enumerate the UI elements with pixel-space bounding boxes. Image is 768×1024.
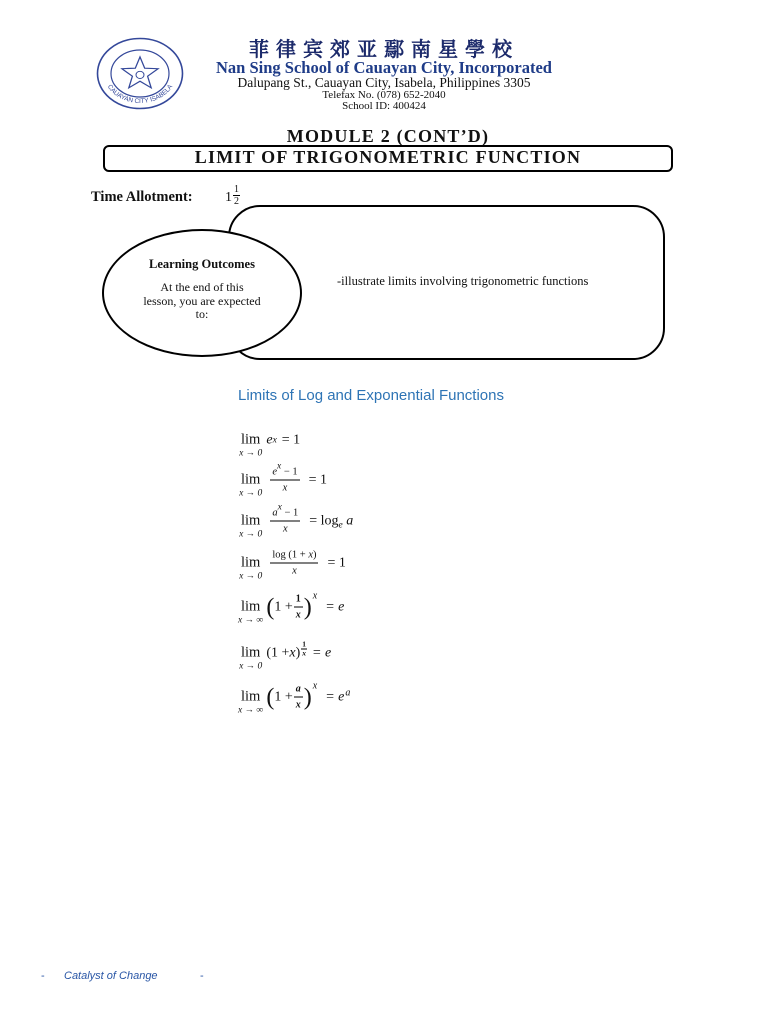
formula-power-limit <box>239 639 332 672</box>
limit-approach: x → 0 <box>239 529 263 540</box>
result: = e <box>325 599 345 614</box>
formula-exp-minus-one-limit <box>239 461 328 499</box>
limit-operator <box>239 431 263 459</box>
expression <box>266 680 318 711</box>
base-close: ) <box>295 645 301 660</box>
lim-label: lim <box>241 688 261 705</box>
learning-outcomes-heading: Learning Outcomes <box>149 257 255 271</box>
numerator: 1 <box>294 594 303 608</box>
module-title: LIMIT OF TRIGONOMETRIC FUNCTION <box>194 147 582 167</box>
limit-operator <box>239 554 263 582</box>
lim-label: lim <box>241 512 261 529</box>
fraction-denominator: 2 <box>234 196 239 207</box>
denominator: x <box>282 523 288 535</box>
exponent-fraction <box>301 640 307 657</box>
expression <box>266 639 307 660</box>
result: = 1 <box>281 432 301 447</box>
right-paren: ) <box>303 594 312 620</box>
fraction <box>294 684 303 711</box>
left-paren: ( <box>266 684 275 710</box>
fraction <box>294 594 303 621</box>
result-base: = e <box>325 689 345 704</box>
fraction <box>270 461 299 494</box>
one-plus: 1 + <box>274 689 293 704</box>
result: = e <box>312 645 332 660</box>
formula-general-exp-limit <box>239 502 354 540</box>
footer-right-dash: - <box>200 970 204 982</box>
numerator-close: ) <box>312 549 317 561</box>
result-exponent: a <box>345 687 351 698</box>
numerator <box>270 550 318 564</box>
limit-operator <box>239 512 263 540</box>
lim-label: lim <box>241 471 261 488</box>
footer-motto: Catalyst of Change <box>64 970 158 982</box>
time-allotment-whole: 1 <box>225 190 232 205</box>
result-log: = log <box>309 513 339 528</box>
school-name: Nan Sing School of Cauayan City, Incorporated <box>215 58 552 77</box>
result <box>309 514 353 528</box>
fraction <box>270 502 300 535</box>
fraction-numerator: 1 <box>234 184 239 195</box>
intro-line: At the end of this <box>160 280 244 294</box>
base: e <box>266 432 273 447</box>
numerator-open: log (1 + <box>272 549 309 561</box>
numerator-variable: x <box>308 549 313 561</box>
numerator-exponent: x <box>277 502 282 513</box>
exponent-numerator: 1 <box>302 639 307 648</box>
limit-approach: x → 0 <box>239 448 263 459</box>
lim-label: lim <box>241 644 261 661</box>
lim-label: lim <box>241 598 261 615</box>
one-plus: 1 + <box>274 599 293 614</box>
log-argument: a <box>342 513 354 528</box>
limit-approach: x → 0 <box>239 571 263 582</box>
time-allotment-fraction <box>233 184 240 207</box>
limit-approach: x → ∞ <box>238 705 264 716</box>
fraction <box>270 550 318 577</box>
formula-log-limit <box>239 549 346 582</box>
numerator <box>270 461 299 481</box>
result <box>325 687 351 704</box>
limit-approach: x → 0 <box>239 661 263 672</box>
school-id: School ID: 400424 <box>342 100 426 112</box>
denominator: x <box>282 482 288 494</box>
result: = 1 <box>327 555 346 570</box>
lim-label: lim <box>241 554 261 571</box>
exponent: x <box>312 680 318 692</box>
log-base: e <box>338 520 343 530</box>
denominator: x <box>295 699 301 711</box>
result: = 1 <box>308 472 328 487</box>
exponent: x <box>312 590 318 602</box>
time-allotment-label: Time Allotment: <box>91 189 193 205</box>
right-paren: ) <box>303 684 312 710</box>
chinese-school-name: 菲律宾郊亚鄢南星學校 <box>249 37 519 61</box>
numerator-exponent: x <box>277 461 282 472</box>
telefax-number: Telefax No. (078) 652-2040 <box>322 89 446 101</box>
limit-operator <box>239 644 263 672</box>
numerator-base: e <box>272 466 278 478</box>
numerator-rest: − 1 <box>281 507 299 519</box>
expression <box>266 590 318 621</box>
formula-exp-limit <box>239 431 301 459</box>
denominator: x <box>292 565 297 577</box>
numerator <box>270 502 300 522</box>
base-variable: x <box>289 645 296 660</box>
base-open: (1 + <box>266 645 290 660</box>
intro-line: lesson, you are expected <box>143 293 261 308</box>
intro-line: to: <box>195 307 209 321</box>
lim-label: lim <box>241 431 261 448</box>
denominator: x <box>295 609 301 621</box>
formula-e-power-limit <box>238 680 351 716</box>
learning-outcome-item: -illustrate limits involving trigonometric functions <box>337 274 589 288</box>
section-title: Limits of Log and Exponential Functions <box>238 387 504 404</box>
numerator-base: a <box>272 507 278 519</box>
footer-left-dash: - <box>41 970 45 982</box>
limit-approach: x → ∞ <box>238 615 264 626</box>
limit-operator <box>238 688 264 716</box>
formula-e-definition-limit <box>238 590 345 626</box>
module-title-box <box>103 145 673 172</box>
learning-outcomes-intro <box>122 281 282 322</box>
exponent-denominator: x <box>302 648 307 657</box>
limit-operator <box>239 471 263 499</box>
expression: e x <box>266 432 277 447</box>
module-label: MODULE 2 (CONT’D) <box>286 126 490 146</box>
numerator-rest: − 1 <box>281 466 298 478</box>
numerator: a <box>294 684 303 698</box>
limit-approach: x → 0 <box>239 488 263 499</box>
seal-text: CAUAYAN CITY ISABELA <box>105 83 175 106</box>
school-address: Dalupang St., Cauayan City, Isabela, Philippines 3305 <box>237 75 531 90</box>
left-paren: ( <box>266 594 275 620</box>
limit-operator <box>238 598 264 626</box>
